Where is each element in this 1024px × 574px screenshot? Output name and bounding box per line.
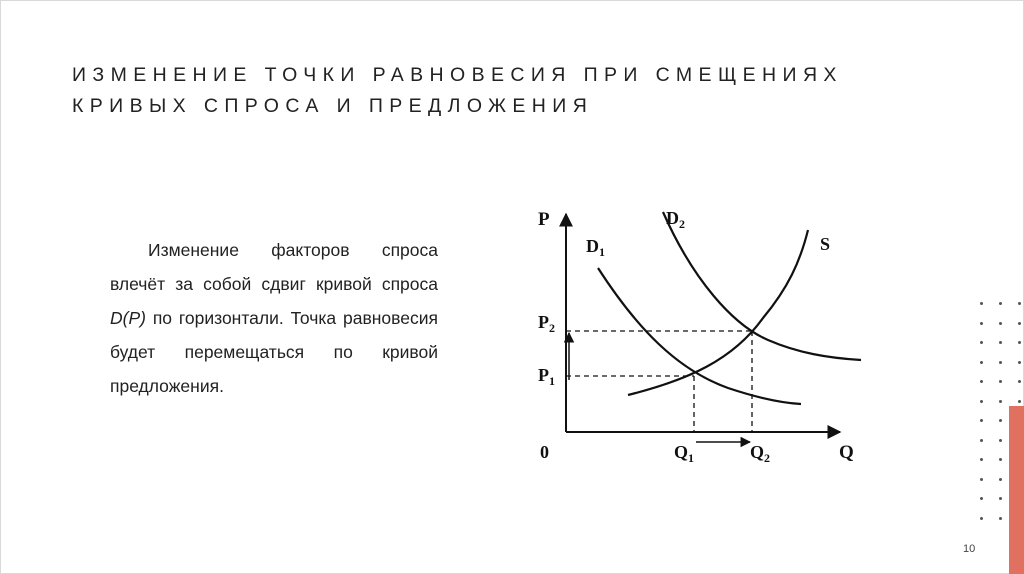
grid-dot bbox=[980, 478, 983, 481]
supply-curve-s bbox=[628, 230, 808, 395]
grid-dot bbox=[980, 497, 983, 500]
body-text-italic: D(P) bbox=[110, 308, 146, 328]
d2-label: $D_2$ bbox=[666, 208, 685, 231]
grid-dot bbox=[999, 400, 1002, 403]
grid-dot bbox=[980, 302, 983, 305]
grid-dot bbox=[980, 361, 983, 364]
grid-dot bbox=[980, 439, 983, 442]
slide-title bbox=[72, 60, 972, 122]
grid-dot bbox=[999, 478, 1002, 481]
grid-dot bbox=[999, 322, 1002, 325]
grid-dot bbox=[1018, 380, 1021, 383]
title-line-1: ИЗМЕНЕНИЕ ТОЧКИ РАВНОВЕСИЯ ПРИ СМЕЩЕНИЯХ bbox=[72, 64, 843, 86]
grid-dot bbox=[980, 517, 983, 520]
grid-dot bbox=[980, 458, 983, 461]
q2-label: $Q_2$ bbox=[750, 442, 771, 465]
demand-curve-d1 bbox=[598, 268, 801, 404]
q1-label: $Q_1$ bbox=[674, 442, 695, 465]
y-axis-label: P bbox=[538, 209, 550, 230]
page-number: 10 bbox=[963, 543, 976, 555]
grid-dot bbox=[999, 341, 1002, 344]
body-text-part1: Изменение факторов спроса влечёт за собой сдвиг кривой спроса bbox=[110, 240, 438, 294]
grid-dot bbox=[980, 341, 983, 344]
p2-label: $P_2$ bbox=[538, 312, 555, 335]
x-axis-label: Q bbox=[839, 442, 854, 463]
grid-dot bbox=[980, 400, 983, 403]
grid-dot bbox=[1018, 361, 1021, 364]
grid-dot bbox=[980, 322, 983, 325]
supply-demand-diagram bbox=[528, 200, 868, 475]
grid-dot bbox=[999, 517, 1002, 520]
grid-dot bbox=[999, 380, 1002, 383]
title-line-2: КРИВЫХ СПРОСА И ПРЕДЛОЖЕНИЯ bbox=[72, 95, 594, 117]
grid-dot bbox=[1018, 322, 1021, 325]
grid-dot bbox=[1018, 400, 1021, 403]
grid-dot bbox=[980, 419, 983, 422]
accent-bar bbox=[1009, 406, 1024, 574]
grid-dot bbox=[999, 302, 1002, 305]
body-text-part2: по горизонтали. Точка равновесия будет перемещаться по кривой предложения. bbox=[110, 308, 438, 396]
grid-dot bbox=[1018, 341, 1021, 344]
grid-dot bbox=[999, 361, 1002, 364]
grid-dot bbox=[999, 439, 1002, 442]
d1-label: $D_1$ bbox=[586, 236, 605, 259]
grid-dot bbox=[999, 458, 1002, 461]
demand-curve-d2 bbox=[663, 212, 861, 360]
grid-dot bbox=[999, 497, 1002, 500]
p1-label: $P_1$ bbox=[538, 365, 555, 388]
s-label: S bbox=[820, 234, 831, 254]
body-paragraph bbox=[110, 233, 438, 403]
origin-label: 0 bbox=[540, 442, 549, 462]
grid-dot bbox=[999, 419, 1002, 422]
grid-dot bbox=[1018, 302, 1021, 305]
grid-dot bbox=[980, 380, 983, 383]
